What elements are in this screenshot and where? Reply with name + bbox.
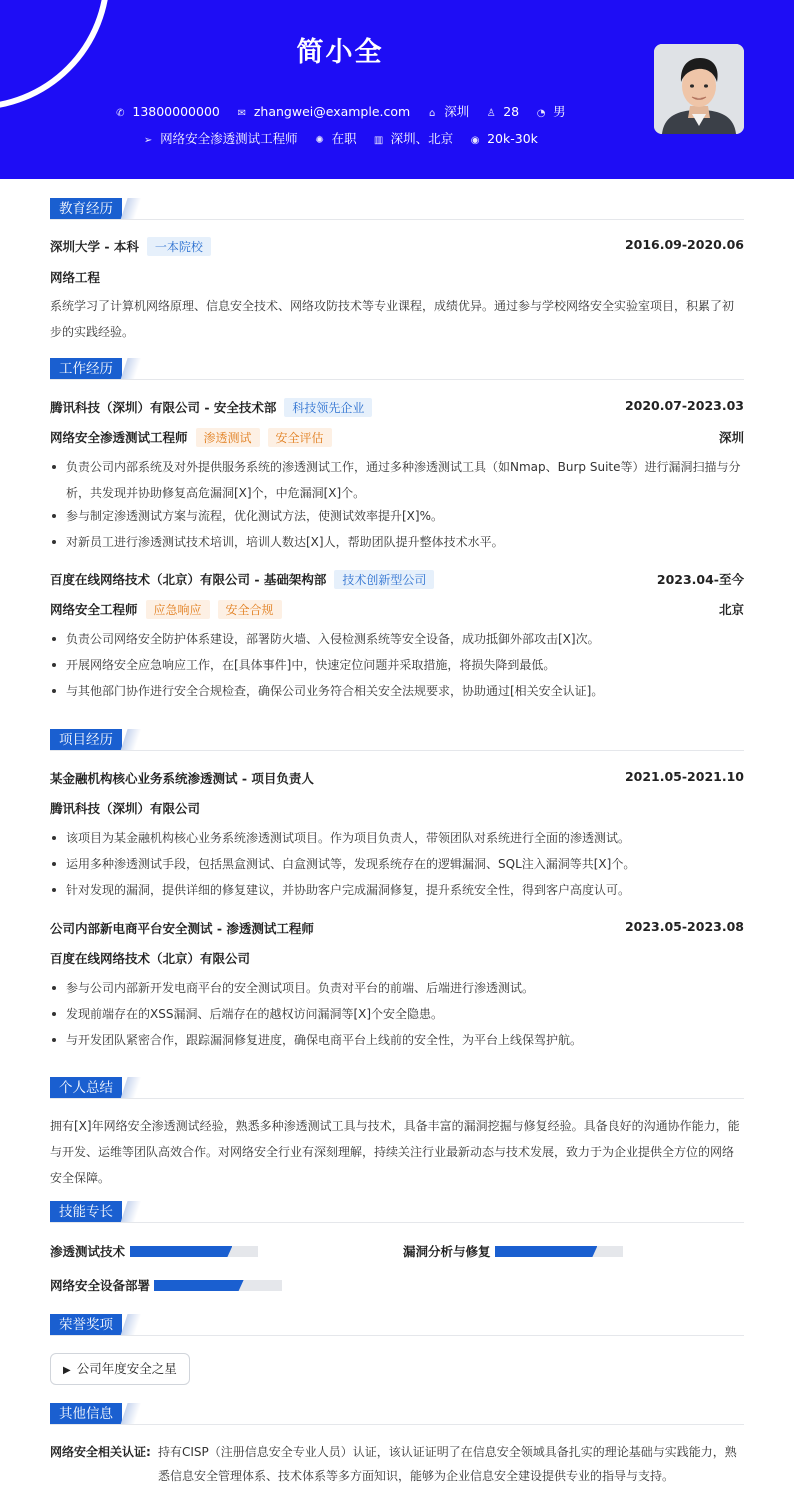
- status-item: [314, 129, 357, 147]
- email-item: [236, 104, 410, 119]
- gender-item: [535, 102, 566, 120]
- other-info-key: 网络安全相关认证:: [50, 1445, 151, 1459]
- section-work: [50, 358, 744, 380]
- work-company-row: [50, 398, 744, 417]
- avatar-illustration: [654, 44, 744, 134]
- project-date: 2021.05-2021.10: [624, 769, 744, 784]
- work-date: 2023.04-至今: [656, 572, 744, 587]
- section-decoration: [120, 1403, 141, 1425]
- status-icon: ✺: [315, 135, 324, 146]
- work-company-row: [50, 570, 744, 589]
- award-label: 公司年度安全之星: [76, 1361, 177, 1376]
- resume-header: [0, 0, 794, 179]
- gender-text: 男: [553, 104, 566, 119]
- skill-tag: 安全评估: [268, 428, 332, 447]
- list-item: 对新员工进行渗透测试技术培训，培训人数达[X]人，帮助团队提升整体技术水平。: [50, 529, 744, 555]
- phone-text: 13800000000: [132, 104, 220, 119]
- city-text: 深圳: [444, 104, 470, 119]
- work-date: 2020.07-2023.03: [624, 398, 744, 413]
- home-icon: ⌂: [429, 108, 436, 119]
- skill-name: 网络安全设备部署: [50, 1278, 151, 1293]
- school-tag: 一本院校: [147, 237, 211, 256]
- skill-bar-fill: [130, 1246, 232, 1257]
- list-item: 参与公司内部新开发电商平台的安全测试项目。负责对平台的前端、后端进行渗透测试。: [50, 975, 744, 1001]
- section-decoration: [120, 1314, 141, 1336]
- salary-item: [469, 131, 538, 146]
- project-header: [50, 769, 744, 787]
- list-item: 与开发团队紧密合作，跟踪漏洞修复进度，确保电商平台上线前的安全性，为平台上线保驾护航。: [50, 1027, 744, 1053]
- section-title-projects: 项目经历: [50, 729, 122, 751]
- section-divider: [50, 750, 744, 751]
- section-divider: [50, 1335, 744, 1336]
- target-city-item: [373, 129, 454, 147]
- section-title-summary: 个人总结: [50, 1077, 122, 1099]
- phone-icon: ✆: [116, 108, 125, 119]
- skill-bar: [130, 1246, 258, 1257]
- skill-name: 渗透测试技术: [50, 1244, 126, 1259]
- gender-icon: ◔: [536, 108, 546, 119]
- profile-photo: [654, 44, 744, 134]
- section-divider: [50, 1098, 744, 1099]
- section-decoration: [120, 198, 141, 220]
- section-divider: [50, 1424, 744, 1425]
- section-awards: [50, 1314, 744, 1336]
- work-company: 百度在线网络技术（北京）有限公司 - 基础架构部: [50, 572, 327, 587]
- project-company: 腾讯科技（深圳）有限公司: [50, 801, 201, 816]
- mail-icon: ✉: [237, 108, 247, 119]
- list-item: 运用多种渗透测试手段，包括黑盒测试、白盒测试等，发现系统存在的逻辑漏洞、SQL注入漏洞等共[X]个。: [50, 851, 744, 877]
- section-decoration: [120, 1201, 141, 1223]
- skill-tag: 安全合规: [218, 600, 282, 619]
- phone-item: [114, 104, 219, 119]
- contact-row: [0, 102, 680, 120]
- school-name: 深圳大学 - 本科: [50, 239, 139, 254]
- work-title-row: [50, 428, 744, 447]
- project-header: [50, 919, 744, 937]
- skill-name: 漏洞分析与修复: [403, 1244, 491, 1259]
- skill-bar: [154, 1280, 282, 1291]
- play-icon: ▶: [63, 1365, 71, 1376]
- list-item: 负责公司网络安全防护体系建设，部署防火墙、入侵检测系统等安全设备，成功抵御外部攻击[X]次。: [50, 626, 744, 652]
- section-decoration: [120, 729, 141, 751]
- section-summary: [50, 1077, 744, 1099]
- skill-tag: 渗透测试: [196, 428, 260, 447]
- work-location: 深圳: [718, 430, 744, 445]
- section-other: [50, 1403, 744, 1425]
- skill-bar-fill: [154, 1280, 244, 1291]
- salary-text: 20k-30k: [487, 131, 538, 146]
- section-education: [50, 198, 744, 220]
- section-title-education: 教育经历: [50, 198, 122, 220]
- city-item: [426, 102, 469, 120]
- section-title-work: 工作经历: [50, 358, 122, 380]
- section-title-skills: 技能专长: [50, 1201, 122, 1223]
- section-skills: [50, 1201, 744, 1223]
- skill-tag: 应急响应: [146, 600, 210, 619]
- work-title: 网络安全工程师: [50, 602, 138, 617]
- other-info: [50, 1440, 744, 1488]
- list-item: 针对发现的漏洞，提供详细的修复建议，并协助客户完成漏洞修复，提升系统安全性，得到客户高度认可。: [50, 877, 744, 903]
- list-item: 开展网络安全应急响应工作，在[具体事件]中，快速定位问题并采取措施，将损失降到最低。: [50, 652, 744, 678]
- education-header: [50, 237, 744, 256]
- target-city-text: 深圳、北京: [390, 131, 454, 146]
- skill-bar: [495, 1246, 623, 1257]
- intent-row: [0, 129, 680, 147]
- section-title-awards: 荣誉奖项: [50, 1314, 122, 1336]
- list-item: 发现前端存在的XSS漏洞、后端存在的越权访问漏洞等[X]个安全隐患。: [50, 1001, 744, 1027]
- project-company: 百度在线网络技术（北京）有限公司: [50, 951, 251, 966]
- education-major: 网络工程: [50, 270, 101, 285]
- section-projects: [50, 729, 744, 751]
- work-company: 腾讯科技（深圳）有限公司 - 安全技术部: [50, 400, 277, 415]
- section-decoration: [120, 358, 141, 380]
- list-item: 与其他部门协作进行安全合规检查，确保公司业务符合相关安全法规要求，协助通过[相关安全认证]。: [50, 678, 744, 704]
- age-icon: ♙: [486, 108, 496, 119]
- building-icon: ▥: [373, 135, 384, 146]
- award-item[interactable]: [50, 1353, 190, 1385]
- section-divider: [50, 379, 744, 380]
- work-title-row: [50, 600, 744, 619]
- age-text: 28: [503, 104, 520, 119]
- education-date: 2016.09-2020.06: [624, 237, 744, 252]
- other-info-value: 持有CISP（注册信息安全专业人员）认证，该认证证明了在信息安全领域具备扎实的理论基础与实践能力，熟悉信息安全管理体系、技术体系等多方面知识，能够为企业信息安全建设提供专业的指导与支持。: [158, 1445, 737, 1483]
- section-decoration: [120, 1077, 141, 1099]
- company-tag: 科技领先企业: [284, 398, 372, 417]
- status-text: 在职: [331, 131, 357, 146]
- work-location: 北京: [718, 602, 744, 617]
- email-text: zhangwei@example.com: [253, 104, 411, 119]
- project-date: 2023.05-2023.08: [624, 919, 744, 934]
- list-item: 该项目为某金融机构核心业务系统渗透测试项目。作为项目负责人，带领团队对系统进行全面的渗透测试。: [50, 825, 744, 851]
- work-title: 网络安全渗透测试工程师: [50, 430, 188, 445]
- project-name: 某金融机构核心业务系统渗透测试 - 项目负责人: [50, 771, 314, 786]
- skill-bar-fill: [495, 1246, 597, 1257]
- section-title-other: 其他信息: [50, 1403, 122, 1425]
- list-item: 负责公司内部系统及对外提供服务系统的渗透测试工作，通过多种渗透测试工具（如Nmap、Burp Suite等）进行漏洞扫描与分析，共发现并协助修复高危漏洞[X]个，中危漏洞[X]个。: [50, 454, 744, 506]
- project-name: 公司内部新电商平台安全测试 - 渗透测试工程师: [50, 921, 314, 936]
- job-text: 网络安全渗透测试工程师: [160, 131, 298, 146]
- send-icon: ➢: [143, 135, 153, 146]
- candidate-name: 简小全: [296, 37, 384, 68]
- salary-icon: ◉: [470, 135, 480, 146]
- education-description: 系统学习了计算机网络原理、信息安全技术、网络攻防技术等专业课程，成绩优异。通过参与学校网络安全实验室项目，积累了初步的实践经验。: [50, 299, 735, 339]
- job-item: [142, 129, 298, 147]
- list-item: 参与制定渗透测试方案与流程，优化测试方法，使测试效率提升[X]%。: [50, 503, 744, 529]
- section-divider: [50, 219, 744, 220]
- summary-text: 拥有[X]年网络安全渗透测试经验，熟悉多种渗透测试工具与技术，具备丰富的漏洞挖掘与修复经验。具备良好的沟通协作能力，能与开发、运维等团队高效合作。对网络安全行业有深刻理解，持续关注行业最新动态与技术发展，致力于为企业提供全方位的网络安全保障。: [50, 1119, 740, 1185]
- company-tag: 技术创新型公司: [334, 570, 434, 589]
- section-divider: [50, 1222, 744, 1223]
- age-item: [485, 104, 519, 119]
